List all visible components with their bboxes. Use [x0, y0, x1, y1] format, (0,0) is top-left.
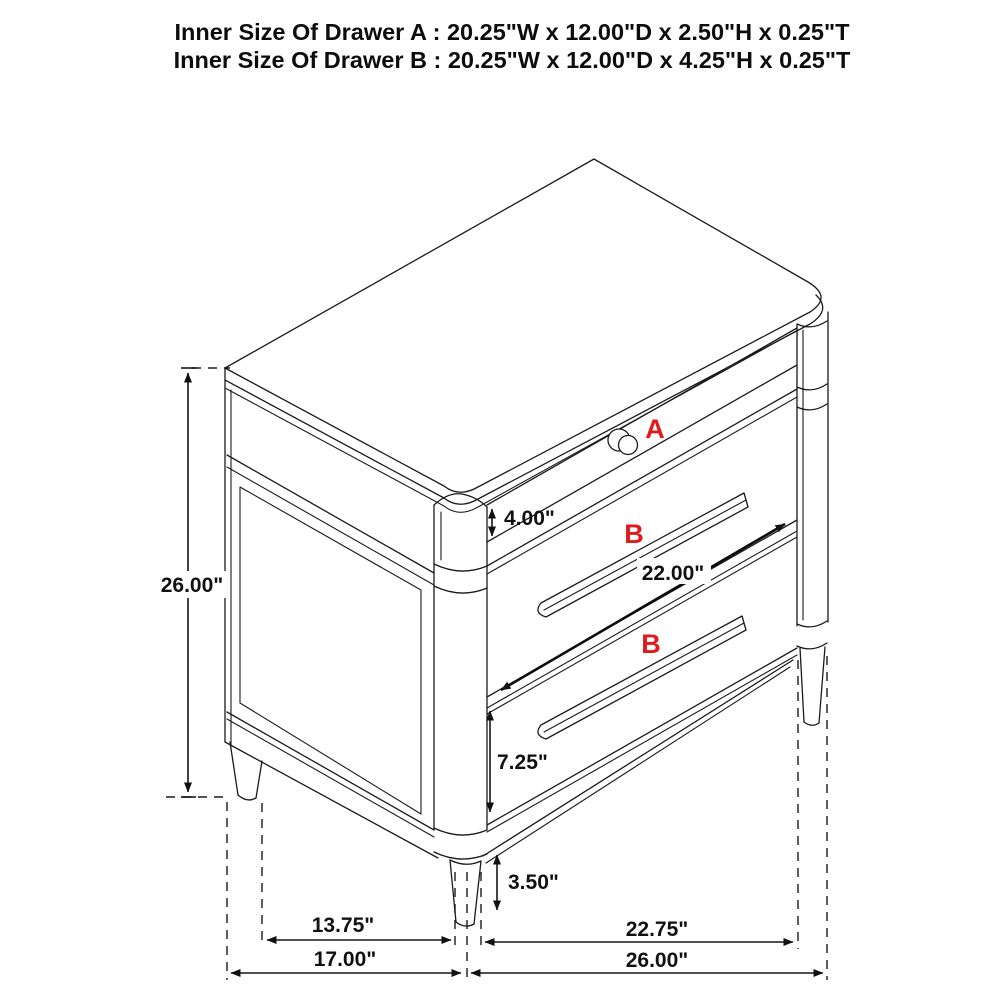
dim-side-leg-spacing: 13.75"	[311, 914, 375, 937]
title-line-2: Inner Size Of Drawer B : 20.25"W x 12.00"D x 4.25"H x 0.25"T	[173, 47, 851, 73]
dim-front-leg-spacing: 22.75"	[625, 918, 689, 941]
back-left-leg	[230, 742, 262, 800]
top-panel	[225, 159, 823, 512]
dim-drawer-front-width: 22.00"	[641, 562, 705, 585]
nightstand-drawing	[225, 159, 828, 926]
dim-overall-height: 26.00"	[160, 574, 224, 597]
dim-overall-width: 26.00"	[625, 949, 689, 972]
dim-overall-depth: 17.00"	[313, 948, 377, 971]
label-drawer-a: A	[645, 414, 665, 444]
label-drawer-b1: B	[624, 519, 644, 549]
front-left-post	[434, 494, 487, 859]
front-right-leg	[800, 647, 825, 725]
front-right-post	[797, 312, 828, 649]
drawer-b1-handle	[538, 493, 748, 617]
drawer-a-knob	[608, 429, 638, 455]
dim-drawer-a-front-height: 4.00"	[504, 507, 555, 530]
label-drawer-b2: B	[641, 629, 661, 659]
dim-drawer-b-front-height: 7.25"	[497, 751, 548, 774]
title-line-1: Inner Size Of Drawer A : 20.25"W x 12.00"D x 2.50"H x 0.25"T	[174, 19, 850, 45]
dim-front-leg-height: 3.50"	[508, 871, 559, 894]
